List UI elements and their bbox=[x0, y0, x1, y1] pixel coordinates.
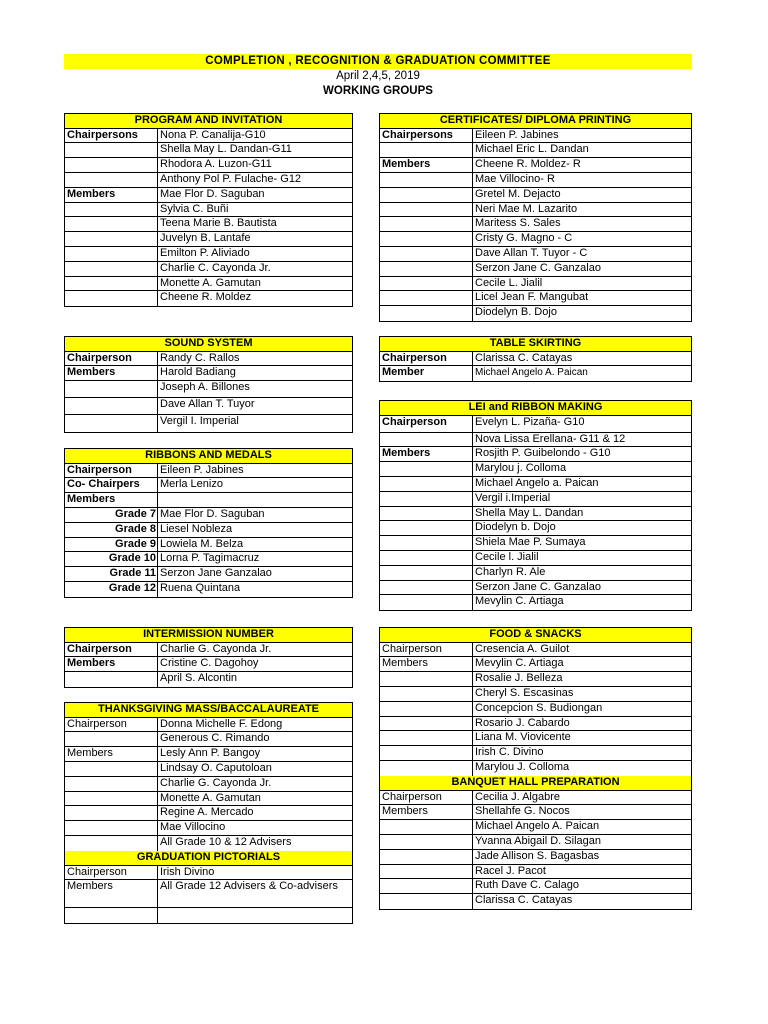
certificates-diploma-printing-table bbox=[379, 113, 692, 322]
name-cell: Rosario J. Cabardo bbox=[475, 716, 570, 729]
name-cell: Cheene R. Moldez bbox=[160, 291, 252, 304]
role-cell bbox=[380, 687, 473, 701]
name-cell: All Grade 12 Advisers & Co-advisers bbox=[160, 880, 338, 893]
table-row bbox=[380, 277, 691, 292]
table-row bbox=[65, 277, 352, 292]
role-cell bbox=[380, 595, 473, 610]
role-cell: Members bbox=[380, 657, 473, 671]
name-cell: Gretel M. Dejacto bbox=[475, 187, 561, 200]
table-title: PROGRAM AND INVITATION bbox=[65, 114, 352, 129]
intermission-number-table bbox=[64, 627, 353, 688]
table-row bbox=[65, 836, 352, 851]
role-cell: Members bbox=[380, 805, 473, 819]
table-row bbox=[380, 566, 691, 581]
table-row bbox=[380, 232, 691, 247]
role-cell bbox=[380, 879, 473, 893]
table-title: TABLE SKIRTING bbox=[380, 337, 691, 352]
table-row bbox=[380, 717, 691, 732]
name-cell: Serzon Jane C. Ganzalao bbox=[475, 580, 601, 593]
role-cell bbox=[65, 262, 158, 276]
table-row bbox=[380, 462, 691, 477]
name-cell: Vergil i.Imperial bbox=[475, 491, 551, 504]
table-title: BANQUET HALL PREPARATION bbox=[380, 776, 691, 791]
role-cell bbox=[65, 277, 158, 291]
table-row bbox=[65, 143, 352, 158]
role-cell bbox=[380, 262, 473, 276]
role-cell bbox=[380, 746, 473, 760]
role-cell bbox=[380, 536, 473, 550]
name-cell: Monette A. Gamutan bbox=[160, 276, 261, 289]
table-title: FOOD & SNACKS bbox=[380, 628, 691, 643]
role-cell bbox=[380, 894, 473, 909]
table-title: CERTIFICATES/ DIPLOMA PRINTING bbox=[380, 114, 691, 129]
name-cell: Nova Lissa Erellana- G11 & 12 bbox=[475, 432, 626, 445]
name-cell: Licel Jean F. Mangubat bbox=[475, 291, 589, 304]
role-cell bbox=[380, 203, 473, 217]
role-cell: Chairperson bbox=[380, 643, 473, 657]
table-row bbox=[65, 173, 352, 188]
table-row bbox=[65, 508, 352, 523]
name-cell: Emilton P. Aliviado bbox=[160, 246, 250, 259]
table-row bbox=[380, 521, 691, 536]
name-cell: Clarissa C. Catayas bbox=[475, 894, 573, 907]
name-cell: Michael Angelo A. Paican bbox=[475, 820, 600, 833]
table-row bbox=[380, 217, 691, 232]
role-cell: Chairperson bbox=[380, 352, 473, 366]
role-cell bbox=[380, 462, 473, 476]
role-cell bbox=[380, 731, 473, 745]
table-row bbox=[380, 291, 691, 306]
role-cell bbox=[380, 672, 473, 686]
table-row bbox=[65, 792, 352, 807]
name-cell: Randy C. Rallos bbox=[160, 351, 240, 364]
role-cell: Grade 7 bbox=[65, 508, 158, 522]
name-cell: Shella May L. Dandan-G11 bbox=[160, 143, 292, 156]
name-cell: Shellahfe G. Nocos bbox=[475, 805, 570, 818]
role-cell bbox=[65, 291, 158, 306]
table-row bbox=[380, 247, 691, 262]
table-row bbox=[380, 791, 691, 806]
role-cell bbox=[380, 291, 473, 305]
name-cell: Eileen P. Jabines bbox=[160, 463, 244, 476]
name-cell: Lorna P. Tagimacruz bbox=[160, 552, 260, 565]
table-row bbox=[65, 398, 352, 415]
lei-and-ribbon-making-table bbox=[379, 400, 692, 611]
name-cell: Cheryl S. Escasinas bbox=[475, 686, 574, 699]
name-cell: Yvanna Abigail D. Silagan bbox=[475, 834, 601, 847]
name-cell: Rosjith P. Guibelondo - G10 bbox=[475, 447, 611, 460]
role-cell bbox=[380, 581, 473, 595]
table-row bbox=[65, 464, 352, 479]
name-cell: Shella May L. Dandan bbox=[475, 506, 584, 519]
name-cell: Cristine C. Dagohoy bbox=[160, 657, 259, 670]
working-groups-heading: WORKING GROUPS bbox=[323, 85, 433, 97]
table-title: GRADUATION PICTORIALS bbox=[65, 851, 352, 866]
role-cell bbox=[65, 792, 158, 806]
name-cell: Diodelyn B. Dojo bbox=[475, 306, 557, 319]
name-cell: Cecile l. Jialil bbox=[475, 550, 539, 563]
role-cell bbox=[380, 566, 473, 580]
table-row bbox=[65, 908, 352, 923]
role-cell bbox=[380, 306, 473, 321]
table-row bbox=[65, 381, 352, 398]
role-cell bbox=[65, 158, 158, 172]
role-cell bbox=[65, 217, 158, 231]
role-cell bbox=[380, 507, 473, 521]
role-cell bbox=[380, 702, 473, 716]
table-row bbox=[65, 352, 352, 367]
role-cell bbox=[65, 777, 158, 791]
role-cell: Members bbox=[65, 493, 158, 507]
table-row bbox=[65, 806, 352, 821]
table-row bbox=[65, 777, 352, 792]
table-title: INTERMISSION NUMBER bbox=[65, 628, 352, 643]
role-cell bbox=[380, 173, 473, 187]
role-cell: Members bbox=[65, 188, 158, 202]
table-row bbox=[65, 478, 352, 493]
table-row bbox=[65, 821, 352, 836]
name-cell: Sylvia C. Buñi bbox=[160, 202, 229, 215]
table-row bbox=[65, 762, 352, 777]
table-row bbox=[65, 493, 352, 508]
name-cell: Mae Flor D. Saguban bbox=[160, 187, 265, 200]
name-cell: Anthony Pol P. Fulache- G12 bbox=[160, 172, 302, 185]
table-row bbox=[65, 415, 352, 432]
table-row bbox=[380, 820, 691, 835]
table-row bbox=[380, 595, 691, 610]
table-row bbox=[380, 447, 691, 462]
name-cell: Mevylin C. Artiaga bbox=[475, 595, 564, 608]
role-cell: Grade 10 bbox=[65, 552, 158, 566]
table-title: THANKSGIVING MASS/BACCALAUREATE bbox=[65, 703, 352, 718]
role-cell: Members bbox=[65, 657, 158, 671]
name-cell: Teena Marie B. Bautista bbox=[160, 217, 277, 230]
role-cell bbox=[380, 835, 473, 849]
table-row bbox=[380, 416, 691, 433]
name-cell: Rosalie J. Belleza bbox=[475, 672, 563, 685]
table-row bbox=[65, 203, 352, 218]
table-row bbox=[65, 291, 352, 306]
name-cell: Cecilia J. Algabre bbox=[475, 790, 560, 803]
table-row bbox=[65, 657, 352, 672]
name-cell: Charlie C. Cayonda Jr. bbox=[160, 261, 271, 274]
table-row bbox=[65, 262, 352, 277]
table-row bbox=[65, 538, 352, 553]
table-row bbox=[380, 203, 691, 218]
role-cell: Co- Chairpers bbox=[65, 478, 158, 492]
name-cell: All Grade 10 & 12 Advisers bbox=[160, 835, 292, 848]
name-cell: Charlie G. Cayonda Jr. bbox=[160, 776, 272, 789]
role-cell bbox=[380, 277, 473, 291]
table-title: SOUND SYSTEM bbox=[65, 337, 352, 352]
role-cell bbox=[380, 477, 473, 491]
role-cell: Grade 8 bbox=[65, 523, 158, 537]
role-cell bbox=[65, 143, 158, 157]
role-cell: Chairpersons bbox=[380, 129, 473, 143]
name-cell: Lesly Ann P. Bangoy bbox=[160, 747, 261, 760]
sound-system-table bbox=[64, 336, 353, 433]
table-row bbox=[380, 158, 691, 173]
table-row bbox=[65, 643, 352, 658]
name-cell: Merla Lenizo bbox=[160, 478, 223, 491]
name-cell: Regine A. Mercado bbox=[160, 806, 254, 819]
name-cell: Lowiela M. Belza bbox=[160, 537, 244, 550]
table-row bbox=[380, 835, 691, 850]
role-cell bbox=[380, 188, 473, 202]
role-cell: Members bbox=[65, 880, 158, 907]
name-cell: Shiela Mae P. Sumaya bbox=[475, 536, 586, 549]
name-cell: Mae Villocino bbox=[160, 821, 226, 834]
role-cell: Chairperson bbox=[65, 352, 158, 366]
table-row bbox=[380, 492, 691, 507]
role-cell bbox=[380, 143, 473, 157]
name-cell: Rhodora A. Luzon-G11 bbox=[160, 158, 272, 171]
role-cell bbox=[65, 672, 158, 687]
name-cell: Charlie G. Cayonda Jr. bbox=[160, 642, 272, 655]
role-cell bbox=[380, 433, 473, 447]
name-cell bbox=[158, 908, 352, 923]
ribbons-and-medals-table bbox=[64, 448, 353, 598]
role-cell bbox=[65, 806, 158, 820]
role-cell bbox=[380, 492, 473, 506]
program-and-invitation-table bbox=[64, 113, 353, 307]
role-cell bbox=[65, 821, 158, 835]
banquet-hall-preparation-table bbox=[379, 776, 692, 910]
name-cell: Donna Michelle F. Edong bbox=[160, 717, 283, 730]
name-cell bbox=[158, 493, 352, 507]
role-cell: Chairperson bbox=[380, 791, 473, 805]
thanksgiving-mass-table bbox=[64, 702, 353, 851]
table-row bbox=[65, 672, 352, 687]
table-row bbox=[65, 247, 352, 262]
table-row bbox=[380, 643, 691, 658]
name-cell: Generous C. Rimando bbox=[160, 732, 270, 745]
table-row bbox=[65, 866, 352, 881]
name-cell: Dave Allan T. Tuyor - C bbox=[475, 246, 588, 259]
table-row bbox=[65, 880, 352, 908]
role-cell bbox=[65, 247, 158, 261]
table-row bbox=[65, 552, 352, 567]
role-cell bbox=[380, 717, 473, 731]
name-cell: Mevylin C. Artiaga bbox=[475, 657, 564, 670]
role-cell: Grade 11 bbox=[65, 567, 158, 581]
name-cell: Michael Eric L. Dandan bbox=[475, 143, 589, 156]
table-row bbox=[380, 507, 691, 522]
name-cell: Racel J. Pacot bbox=[475, 864, 546, 877]
role-cell: Grade 12 bbox=[65, 582, 158, 597]
role-cell bbox=[65, 836, 158, 851]
table-row bbox=[65, 188, 352, 203]
table-row bbox=[65, 232, 352, 247]
name-cell: Nona P. Canalija-G10 bbox=[160, 128, 266, 141]
name-cell: Irish Divino bbox=[160, 865, 215, 878]
role-cell bbox=[65, 381, 158, 397]
table-row bbox=[380, 731, 691, 746]
role-cell bbox=[65, 173, 158, 187]
table-row bbox=[380, 366, 691, 381]
name-cell: Cresencia A. Guilot bbox=[475, 642, 570, 655]
table-row bbox=[380, 850, 691, 865]
table-row bbox=[380, 581, 691, 596]
table-row bbox=[380, 672, 691, 687]
table-title: RIBBONS AND MEDALS bbox=[65, 449, 352, 464]
name-cell: Michael Angelo A. Paican bbox=[475, 367, 588, 379]
role-cell bbox=[380, 761, 473, 776]
table-row bbox=[380, 865, 691, 880]
table-row bbox=[380, 143, 691, 158]
name-cell: Liesel Nobleza bbox=[160, 522, 233, 535]
table-row bbox=[380, 477, 691, 492]
role-cell: Chairperson bbox=[380, 416, 473, 432]
role-cell bbox=[380, 232, 473, 246]
name-cell: Vergil I. Imperial bbox=[160, 415, 239, 428]
name-cell: Lindsay O. Caputoloan bbox=[160, 761, 272, 774]
table-row bbox=[65, 366, 352, 381]
table-row bbox=[380, 761, 691, 776]
name-cell: Dave Allan T. Tuyor bbox=[160, 398, 255, 411]
role-cell bbox=[380, 820, 473, 834]
name-cell: Charlyn R. Ale bbox=[475, 565, 546, 578]
table-skirting-table bbox=[379, 336, 692, 382]
table-row bbox=[380, 433, 691, 448]
table-row bbox=[65, 129, 352, 144]
role-cell: Member bbox=[380, 366, 473, 381]
name-cell: Liana M. Viovicente bbox=[475, 731, 571, 744]
name-cell: Maritess S. Sales bbox=[475, 217, 561, 230]
role-cell bbox=[65, 732, 158, 746]
table-row bbox=[380, 352, 691, 367]
name-cell: Ruena Quintana bbox=[160, 581, 241, 594]
graduation-pictorials-table bbox=[64, 851, 353, 924]
table-row bbox=[65, 582, 352, 597]
table-row bbox=[65, 567, 352, 582]
table-row bbox=[380, 188, 691, 203]
role-cell bbox=[380, 521, 473, 535]
role-cell bbox=[65, 398, 158, 414]
food-and-snacks-table bbox=[379, 627, 692, 776]
role-cell bbox=[65, 232, 158, 246]
name-cell: Marylou J. Colloma bbox=[475, 760, 570, 773]
table-row bbox=[380, 894, 691, 909]
table-row bbox=[380, 262, 691, 277]
role-cell bbox=[380, 551, 473, 565]
name-cell: Mae Flor D. Saguban bbox=[160, 507, 265, 520]
name-cell: Irish C. Divino bbox=[475, 746, 544, 759]
name-cell: Monette A. Gamutan bbox=[160, 791, 261, 804]
name-cell: Marylou j. Colloma bbox=[475, 462, 567, 475]
role-cell bbox=[380, 850, 473, 864]
table-row bbox=[65, 747, 352, 762]
event-dates: April 2,4,5, 2019 bbox=[336, 70, 420, 82]
role-cell bbox=[65, 415, 158, 432]
role-cell: Chairperson bbox=[65, 718, 158, 732]
table-row bbox=[380, 879, 691, 894]
name-cell: April S. Alcontin bbox=[160, 672, 238, 685]
table-row bbox=[65, 718, 352, 733]
role-cell: Members bbox=[65, 366, 158, 380]
table-title: LEI and RIBBON MAKING bbox=[380, 401, 691, 416]
name-cell: Michael Angelo a. Paican bbox=[475, 476, 599, 489]
table-row bbox=[65, 523, 352, 538]
name-cell: Joseph A. Billones bbox=[160, 381, 250, 394]
name-cell: Concepcion S. Budiongan bbox=[475, 701, 603, 714]
name-cell: Mae Villocino- R bbox=[475, 172, 555, 185]
name-cell: Clarissa C. Catayas bbox=[475, 351, 573, 364]
name-cell: Jade Allison S. Bagasbas bbox=[475, 849, 600, 862]
role-cell bbox=[65, 908, 158, 923]
name-cell: Neri Mae M. Lazarito bbox=[475, 202, 578, 215]
role-cell: Chairpersons bbox=[65, 129, 158, 143]
role-cell: Members bbox=[380, 447, 473, 461]
role-cell bbox=[380, 865, 473, 879]
role-cell bbox=[380, 247, 473, 261]
role-cell: Members bbox=[65, 747, 158, 761]
name-cell: Diodelyn b. Dojo bbox=[475, 521, 556, 534]
name-cell: Evelyn L. Pizaña- G10 bbox=[475, 415, 585, 428]
table-row bbox=[65, 158, 352, 173]
table-row bbox=[380, 687, 691, 702]
table-row bbox=[380, 173, 691, 188]
role-cell: Members bbox=[380, 158, 473, 172]
role-cell bbox=[65, 203, 158, 217]
table-row bbox=[380, 306, 691, 321]
table-row bbox=[380, 746, 691, 761]
role-cell: Grade 9 bbox=[65, 538, 158, 552]
name-cell: Cheene R. Moldez- R bbox=[475, 158, 581, 171]
name-cell: Serzon Jane C. Ganzalao bbox=[475, 261, 601, 274]
table-row bbox=[380, 805, 691, 820]
role-cell: Chairperson bbox=[65, 866, 158, 880]
table-row bbox=[380, 551, 691, 566]
role-cell: Chairperson bbox=[65, 643, 158, 657]
table-row bbox=[65, 217, 352, 232]
name-cell: Harold Badiang bbox=[160, 366, 236, 379]
table-row bbox=[380, 536, 691, 551]
name-cell: Cristy G. Magno - C bbox=[475, 232, 573, 245]
role-cell bbox=[65, 762, 158, 776]
table-row bbox=[380, 129, 691, 144]
table-row bbox=[380, 657, 691, 672]
document-title: COMPLETION , RECOGNITION & GRADUATION COMMITTEE bbox=[64, 54, 692, 69]
table-row bbox=[380, 702, 691, 717]
name-cell: Eileen P. Jabines bbox=[475, 128, 559, 141]
name-cell: Serzon Jane Ganzalao bbox=[160, 567, 272, 580]
name-cell: Ruth Dave C. Calago bbox=[475, 879, 579, 892]
table-row bbox=[65, 732, 352, 747]
name-cell: Cecile L. Jialil bbox=[475, 276, 543, 289]
role-cell: Chairperson bbox=[65, 464, 158, 478]
name-cell: Juvelyn B. Lantafe bbox=[160, 232, 251, 245]
role-cell bbox=[380, 217, 473, 231]
